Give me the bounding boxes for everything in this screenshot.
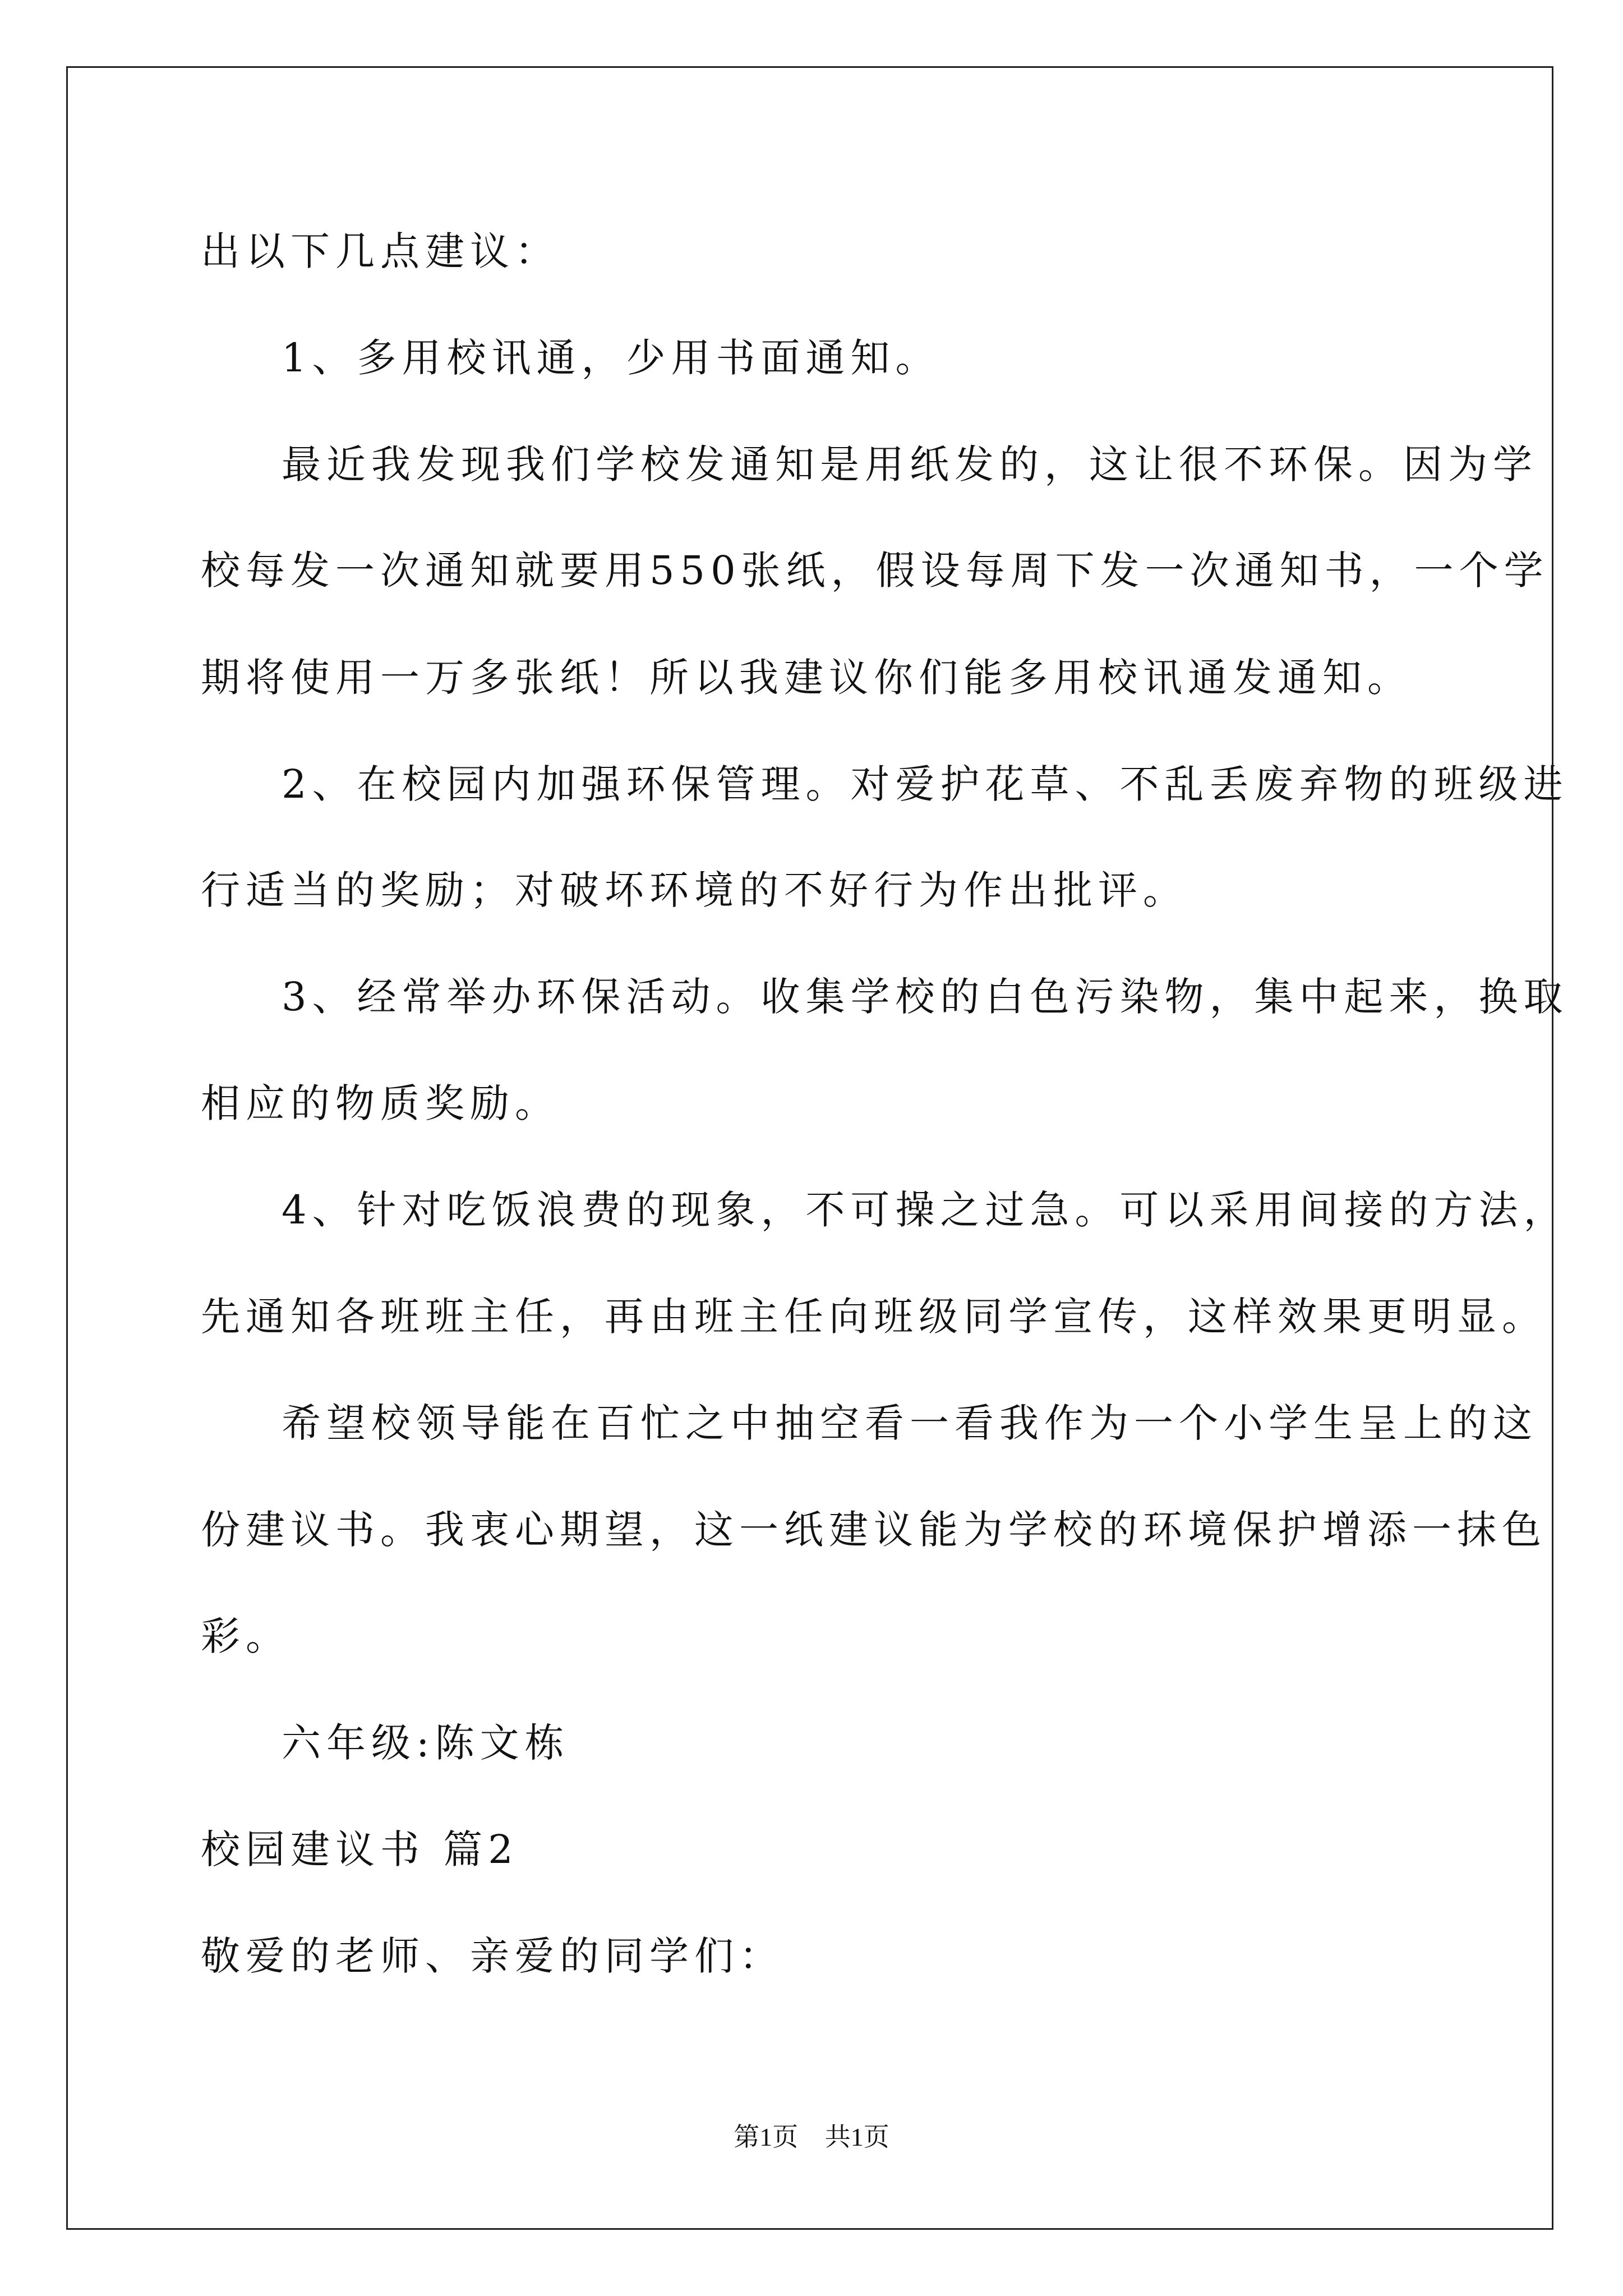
text-line: 3、经常举办环保活动。收集学校的白色污染物，集中起来，换取: [282, 974, 1569, 1020]
text-line: 份建议书。我衷心期望，这一纸建议能为学校的环境保护增添一抹色: [201, 1507, 1547, 1553]
section-heading: 校园建议书 篇2: [201, 1826, 519, 1872]
signature-line: 六年级:陈文栋: [282, 1720, 570, 1766]
page-total: 共1页: [824, 2123, 889, 2151]
text-line: 先通知各班班主任，再由班主任向班级同学宣传，这样效果更明显。: [201, 1294, 1547, 1340]
text-line: 2、在校园内加强环保管理。对爱护花草、不乱丢废弃物的班级进: [282, 761, 1569, 807]
text-line: 期将使用一万多张纸！所以我建议你们能多用校讯通发通知。: [201, 655, 1412, 701]
page-number: 第1页: [734, 2123, 799, 2151]
page-border: [66, 66, 1553, 2230]
text-line: 彩。: [201, 1613, 291, 1659]
text-line: 1、多用校讯通，少用书面通知。: [282, 335, 940, 381]
text-line: 相应的物质奖励。: [201, 1080, 560, 1126]
text-line: 行适当的奖励；对破坏环境的不好行为作出批评。: [201, 867, 1188, 913]
text-line: 最近我发现我们学校发通知是用纸发的，这让很不环保。因为学: [282, 441, 1538, 487]
salutation-line: 敬爱的老师、亲爱的同学们：: [201, 1933, 784, 1979]
text-line: 出以下几点建议：: [201, 228, 560, 274]
page-footer: [0, 2120, 1623, 2154]
text-line: 4、针对吃饭浪费的现象，不可操之过急。可以采用间接的方法，: [282, 1187, 1569, 1233]
text-line: 校每发一次通知就要用550张纸，假设每周下发一次通知书，一个学: [201, 547, 1549, 593]
text-line: 希望校领导能在百忙之中抽空看一看我作为一个小学生呈上的这: [282, 1400, 1538, 1446]
